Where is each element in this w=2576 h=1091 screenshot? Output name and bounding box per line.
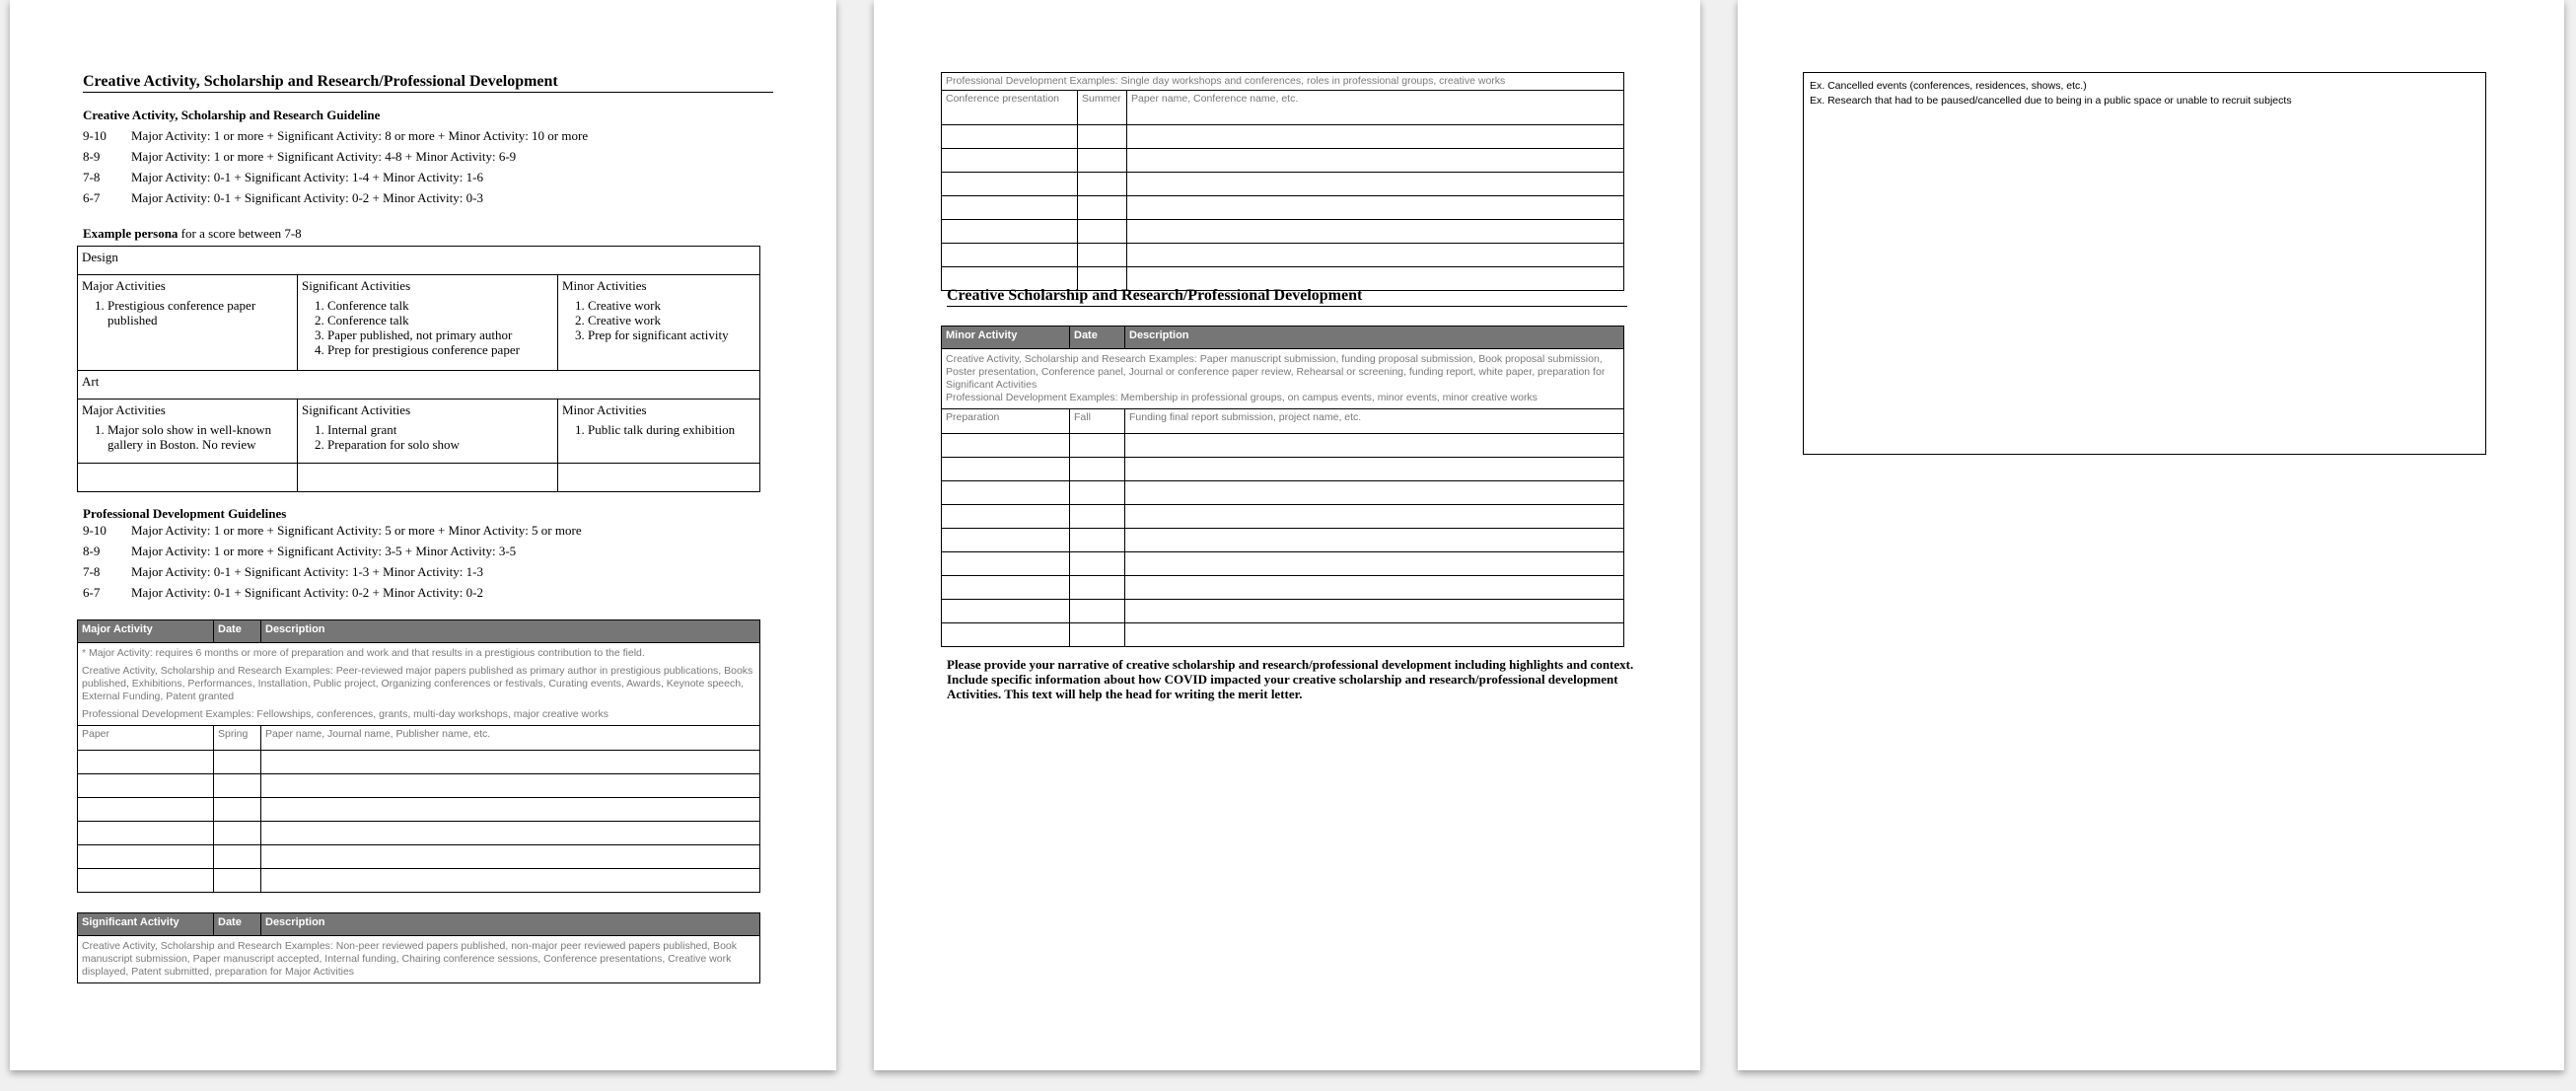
list-item: 2. Preparation for solo show [327,437,553,452]
example-description-cell[interactable]: Funding final report submission, project name, etc. [1125,409,1624,434]
empty-cell[interactable] [1078,149,1127,173]
design-significant-cell: Significant Activities 1. Conference talk 2. Conference talk 3. Paper published, not primary author 4. Prep for prestigious conference paper [298,275,558,371]
empty-cell[interactable] [558,464,760,492]
list-item: 2. Creative work [588,313,755,327]
empty-cell[interactable] [942,220,1078,244]
list-item: 1. Major solo show in well-known gallery in Boston. No review [107,422,293,452]
empty-cell[interactable] [1070,576,1125,600]
table-row [942,125,1624,149]
empty-cell[interactable] [1078,196,1127,220]
list-item: 4. Prep for prestigious conference paper [327,342,553,357]
example-date-cell[interactable]: Spring [214,726,261,751]
page-2 [874,0,1700,1070]
table-row [942,529,1624,552]
empty-cell[interactable] [1125,623,1624,647]
pd-guideline-line: 6-7 Major Activity: 0-1 + Significant Activity: 0-2 + Minor Activity: 0-2 [83,585,483,600]
empty-cell[interactable] [261,798,760,822]
table-row [78,869,760,893]
empty-cell[interactable] [1125,505,1624,529]
column-header: Minor Activity [942,327,1070,349]
list-item: 1. Internal grant [327,422,553,437]
pd-guideline-line: 9-10 Major Activity: 1 or more + Significant Activity: 5 or more + Minor Activity: 5 or more [83,523,582,538]
empty-cell[interactable] [1127,149,1624,173]
empty-cell[interactable] [1070,623,1125,647]
table-row [942,196,1624,220]
pd-guideline-line: 7-8 Major Activity: 0-1 + Significant Activity: 1-3 + Minor Activity: 1-3 [83,564,483,579]
empty-cell[interactable] [78,464,298,492]
significant-activity-table-continued [941,72,1624,291]
empty-cell[interactable] [942,173,1078,196]
design-major-list [82,298,293,327]
minor-activity-table [941,326,1624,647]
example-description-cell[interactable]: Paper name, Journal name, Publisher name, etc. [261,726,760,751]
empty-cell[interactable] [1125,529,1624,552]
empty-cell[interactable] [1070,481,1125,505]
examples-cell: * Major Activity: requires 6 months or more of preparation and work and that results in a prestigious contribution to the field. Creative Activity, Scholarship and Research Examples: Peer-reviewed major papers published as primary author in prestigious publications, Books published, Exhibitions, Performances, Installation, Public project, Organizing conferences or festivals, Curating events, Awards, Keynote speech, External Funding, Patent granted Professional Development Examples: Fellowships, conferences, grants, multi-day workshops, major creative works [78,643,760,726]
empty-cell[interactable] [1070,505,1125,529]
empty-cell[interactable] [1070,458,1125,481]
page-3 [1738,0,2564,1070]
example-activity-cell[interactable]: Conference presentation [942,91,1078,125]
empty-cell[interactable] [214,845,261,869]
section-title: Creative Scholarship and Research/Professional Development [947,287,1627,307]
pd-guideline-list [83,520,793,603]
empty-cell[interactable] [942,623,1070,647]
guideline-line: 8-9 Major Activity: 1 or more + Significant Activity: 4-8 + Minor Activity: 6-9 [83,149,517,164]
art-title: Art [78,371,760,400]
empty-cell[interactable] [214,822,261,845]
empty-cell[interactable] [1127,173,1624,196]
empty-cell[interactable] [942,244,1078,267]
empty-cell[interactable] [1127,196,1624,220]
page-1 [10,0,836,1070]
design-significant-list [302,298,553,357]
empty-cell[interactable] [1125,600,1624,623]
empty-cell[interactable] [1125,576,1624,600]
empty-cell[interactable] [214,751,261,774]
empty-cell[interactable] [78,845,214,869]
empty-cell[interactable] [261,751,760,774]
empty-cell[interactable] [78,869,214,893]
list-item: 3. Prep for significant activity [588,327,755,342]
narrative-box[interactable] [1803,72,2486,455]
empty-cell[interactable] [942,458,1070,481]
empty-cell[interactable] [942,505,1070,529]
table-row [942,600,1624,623]
example-activity-cell[interactable]: Paper [78,726,214,751]
column-header: Date [214,913,261,936]
empty-cell[interactable] [1125,458,1624,481]
art-major-list [82,422,293,452]
table-row [942,149,1624,173]
example-activity-cell[interactable]: Preparation [942,409,1070,434]
art-major-cell: Major Activities 1. Major solo show in well-known gallery in Boston. No review [78,400,298,464]
table-row [78,798,760,822]
column-header: Description [261,913,760,936]
list-item: 2. Conference talk [327,313,553,327]
empty-cell[interactable] [1070,434,1125,458]
examples-cell: Creative Activity, Scholarship and Research Examples: Non-peer reviewed papers published, non-major peer reviewed papers published, Book manuscript submission, Paper manuscript accepted, Internal funding, Chairing conference sessions, Conference presentations, Creative work displayed, Patent submitted, preparation for Major Activities [78,936,760,983]
narrative-instructions: Please provide your narrative of creative scholarship and research/professional development including highlights and context. Include specific information about how COVID impacted your creative scholarship and research/professional development Activities. This text will help the head for writing the merit letter. [947,657,1634,701]
design-minor-list [562,298,755,342]
empty-cell[interactable] [1078,125,1127,149]
empty-cell[interactable] [942,600,1070,623]
examples-cell: Creative Activity, Scholarship and Research Examples: Paper manuscript submission, funding proposal submission, Book proposal submission, Poster presentation, Conference panel, Journal or conference paper review, Rehearsal or screening, funding report, white paper, preparation for Significant Activities Professional Development Examples: Membership in professional groups, on campus events, minor events, minor creative works [942,349,1624,409]
art-significant-list [302,422,553,452]
empty-cell[interactable] [214,869,261,893]
table-row [78,845,760,869]
column-header: Date [1070,327,1125,349]
art-minor-list [562,422,755,437]
table-row [942,220,1624,244]
empty-cell[interactable] [78,774,214,798]
persona-table [77,246,760,492]
list-item: 3. Paper published, not primary author [327,327,553,342]
significant-activity-table [77,912,760,983]
list-item: 1. Public talk during exhibition [588,422,755,437]
examples-cell: Professional Development Examples: Single day workshops and conferences, roles in professional groups, creative works [942,73,1624,91]
design-major-cell: Major Activities 1. Prestigious conference paper published [78,275,298,371]
pd-guideline-line: 8-9 Major Activity: 1 or more + Significant Activity: 3-5 + Minor Activity: 3-5 [83,544,517,558]
empty-cell[interactable] [942,434,1070,458]
narrative-line: Ex. Cancelled events (conferences, residences, shows, etc.) [1810,80,2087,92]
table-row [942,434,1624,458]
empty-cell[interactable] [1125,481,1624,505]
column-header: Description [261,620,760,643]
table-row [78,774,760,798]
empty-cell[interactable] [1070,600,1125,623]
design-title: Design [78,247,760,275]
table-row [942,552,1624,576]
empty-cell[interactable] [261,822,760,845]
empty-cell[interactable] [1125,434,1624,458]
empty-cell[interactable] [261,845,760,869]
page-title: Creative Activity, Scholarship and Research/Professional Development [83,73,773,93]
guideline-title: Creative Activity, Scholarship and Research Guideline [83,108,381,122]
table-row [78,751,760,774]
list-item: 1. Conference talk [327,298,553,313]
empty-cell[interactable] [1125,552,1624,576]
narrative-line: Ex. Research that had to be paused/cancelled due to being in a public space or unable to recruit subjects [1810,95,2292,107]
example-date-cell[interactable]: Summer [1078,91,1127,125]
empty-cell[interactable] [78,822,214,845]
table-row [942,458,1624,481]
table-row [942,173,1624,196]
table-row [942,576,1624,600]
table-row [78,822,760,845]
column-header: Major Activity [78,620,214,643]
column-header: Description [1125,327,1624,349]
art-significant-cell: Significant Activities 1. Internal grant 2. Preparation for solo show [298,400,558,464]
guideline-list [83,125,793,208]
empty-cell[interactable] [942,149,1078,173]
example-date-cell[interactable]: Fall [1070,409,1125,434]
empty-cell[interactable] [78,751,214,774]
column-header: Date [214,620,261,643]
table-row [942,505,1624,529]
guideline-line: 7-8 Major Activity: 0-1 + Significant Activity: 1-4 + Minor Activity: 1-6 [83,170,483,184]
empty-cell[interactable] [261,774,760,798]
column-header: Significant Activity [78,913,214,936]
empty-cell[interactable] [214,798,261,822]
empty-cell[interactable] [942,481,1070,505]
table-row [942,623,1624,647]
empty-cell[interactable] [942,125,1078,149]
list-item: 1. Prestigious conference paper published [107,298,293,327]
table-row [942,244,1624,267]
guideline-line: 6-7 Major Activity: 0-1 + Significant Activity: 0-2 + Minor Activity: 0-3 [83,190,483,205]
empty-cell[interactable] [942,576,1070,600]
empty-cell[interactable] [78,798,214,822]
pd-guideline-title: Professional Development Guidelines [83,506,287,521]
empty-cell[interactable] [1127,244,1624,267]
list-item: 1. Creative work [588,298,755,313]
persona-label: Example persona for a score between 7-8 [83,226,302,241]
empty-cell[interactable] [1070,552,1125,576]
art-minor-cell: Minor Activities 1. Public talk during exhibition [558,400,760,464]
empty-cell[interactable] [1078,220,1127,244]
major-activity-table [77,619,760,893]
empty-cell[interactable] [1070,529,1125,552]
design-minor-cell: Minor Activities 1. Creative work 2. Creative work 3. Prep for significant activity [558,275,760,371]
empty-cell[interactable] [261,869,760,893]
empty-cell[interactable] [1078,173,1127,196]
table-row [942,481,1624,505]
empty-cell[interactable] [1078,244,1127,267]
guideline-line: 9-10 Major Activity: 1 or more + Significant Activity: 8 or more + Minor Activity: 10 or more [83,128,589,143]
empty-cell[interactable] [298,464,558,492]
example-description-cell[interactable]: Paper name, Conference name, etc. [1127,91,1624,125]
empty-cell[interactable] [1127,220,1624,244]
empty-cell[interactable] [942,196,1078,220]
empty-cell[interactable] [1127,125,1624,149]
empty-cell[interactable] [214,774,261,798]
empty-cell[interactable] [942,529,1070,552]
empty-cell[interactable] [942,552,1070,576]
